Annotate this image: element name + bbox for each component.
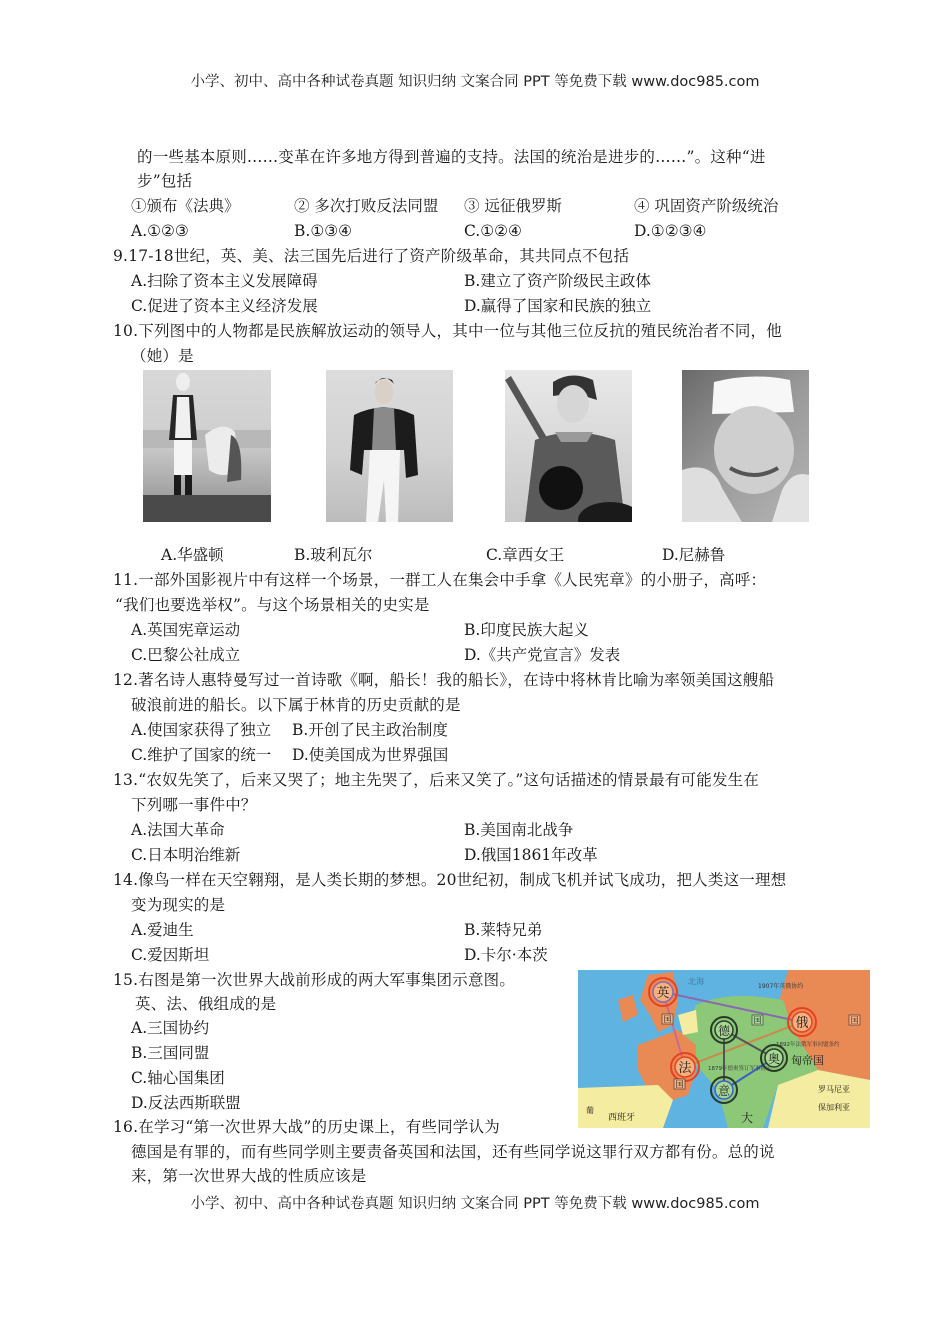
question-11-option-a[interactable]: A.英国宪章运动 xyxy=(131,621,241,639)
question-16-line-2: 德国是有罪的，而有些同学则主要责备英国和法国，还有些同学说这罪行双方都有份。总的说 xyxy=(131,1143,775,1161)
treaty-label-de-at: 1879年德奥签订军事协定 xyxy=(708,1066,772,1072)
svg-text:英: 英 xyxy=(656,986,670,1001)
question-16-line-3: 来，第一次世界大战的性质应该是 xyxy=(131,1167,367,1185)
question-15-option-d[interactable]: D.反法西斯联盟 xyxy=(131,1094,241,1112)
node-france xyxy=(671,1053,699,1081)
question-8-line-1: 的一些基本原则……变革在许多地方得到普遍的支持。法国的统治是进步的……”。这种“进 xyxy=(137,148,766,166)
svg-text:葡: 葡 xyxy=(586,1106,594,1115)
question-8-item-2: ② 多次打败反法同盟 xyxy=(294,197,439,215)
question-13-line-2: 下列哪一事件中？ xyxy=(131,796,257,814)
svg-text:国: 国 xyxy=(663,1015,672,1024)
question-12-line-1: 12.著名诗人惠特曼写过一首诗歌《啊，船长！我的船长》，在诗中将林肯比喻为率领美国这艘船 xyxy=(113,671,775,689)
question-14-line-1: 14.像鸟一样在天空翱翔，是人类长期的梦想。20世纪初，制成飞机并试飞成功，把人类这一理想 xyxy=(113,871,787,889)
question-11-option-b[interactable]: B.印度民族大起义 xyxy=(464,621,589,639)
svg-text:大: 大 xyxy=(741,1111,754,1125)
ww1-alliances-map xyxy=(578,970,870,1128)
node-italy xyxy=(711,1077,737,1103)
question-15-line-2: 英、法、俄组成的是 xyxy=(135,995,277,1013)
node-russia xyxy=(788,1008,816,1036)
node-germany xyxy=(711,1017,737,1043)
svg-text:罗马尼亚: 罗马尼亚 xyxy=(818,1085,850,1094)
svg-text:国: 国 xyxy=(753,1016,762,1025)
question-11-line-2: “我们也要选举权”。与这个场景相关的史实是 xyxy=(115,596,430,614)
question-8-item-3: ③ 远征俄罗斯 xyxy=(464,197,562,215)
question-9-stem: 9.17-18世纪，英、美、法三国先后进行了资产阶级革命，其共同点不包括 xyxy=(113,247,630,265)
question-13-line-1: 13.“农奴先笑了，后来又哭了；地主先哭了，后来又笑了。”这句话描述的情景最有可能发生在 xyxy=(113,771,760,789)
question-10-option-c[interactable]: C.章西女王 xyxy=(486,546,565,564)
question-14-option-a[interactable]: A.爱迪生 xyxy=(131,921,194,939)
svg-text:匈帝国: 匈帝国 xyxy=(791,1054,824,1067)
node-austria xyxy=(761,1045,787,1071)
bolivar-portrait xyxy=(326,370,453,522)
svg-text:俄: 俄 xyxy=(795,1016,809,1031)
node-uk xyxy=(649,978,677,1006)
question-14-line-2: 变为现实的是 xyxy=(131,896,226,914)
question-14-option-b[interactable]: B.莱特兄弟 xyxy=(464,921,543,939)
nehru-portrait xyxy=(682,370,809,522)
question-15-option-b[interactable]: B.三国同盟 xyxy=(131,1044,210,1062)
question-10-option-d[interactable]: D.尼赫鲁 xyxy=(662,546,726,564)
treaty-label-fr-ru: 1892年法俄军事同盟条约 xyxy=(776,1042,840,1048)
question-8-option-c[interactable]: C.①②④ xyxy=(464,222,522,240)
nehru-figure-icon xyxy=(682,370,809,522)
svg-text:北海: 北海 xyxy=(688,977,704,986)
question-13-option-a[interactable]: A.法国大革命 xyxy=(131,821,225,839)
question-8-option-a[interactable]: A.①②③ xyxy=(131,222,189,240)
treaty-label-uk-ru: 1907年英俄协约 xyxy=(758,983,804,990)
washington-portrait xyxy=(143,370,271,522)
washington-figure-icon xyxy=(143,370,271,522)
question-16-line-1: 16.在学习“第一次世界大战”的历史课上，有些同学认为 xyxy=(113,1118,500,1136)
svg-text:意: 意 xyxy=(717,1084,731,1098)
question-15-option-c[interactable]: C.轴心国集团 xyxy=(131,1069,225,1087)
question-10-option-a[interactable]: A.华盛顿 xyxy=(161,546,224,564)
question-15-line-1: 15.右图是第一次世界大战前形成的两大军事集团示意图。 xyxy=(113,971,516,989)
rani-of-jhansi-portrait xyxy=(505,370,632,522)
question-10-option-b[interactable]: B.玻利瓦尔 xyxy=(294,546,373,564)
question-13-option-b[interactable]: B.美国南北战争 xyxy=(464,821,574,839)
question-10-line-2: （她）是 xyxy=(131,347,194,365)
svg-text:保加利亚: 保加利亚 xyxy=(818,1103,850,1112)
question-13-option-c[interactable]: C.日本明治维新 xyxy=(131,846,241,864)
question-14-option-c[interactable]: C.爱因斯坦 xyxy=(131,946,210,964)
europe-map-icon xyxy=(578,970,870,1128)
question-9-option-d[interactable]: D.赢得了国家和民族的独立 xyxy=(464,297,652,315)
svg-text:国: 国 xyxy=(850,1016,859,1025)
question-9-option-b[interactable]: B.建立了资产阶级民主政体 xyxy=(464,272,651,290)
question-8-option-d[interactable]: D.①②③④ xyxy=(634,222,707,240)
question-8-item-4: ④ 巩固资产阶级统治 xyxy=(634,197,779,215)
svg-text:德: 德 xyxy=(717,1024,731,1038)
question-13-option-d[interactable]: D.俄国1861年改革 xyxy=(464,846,598,864)
question-12-option-c[interactable]: C.维护了国家的统一 xyxy=(131,746,272,764)
page-header-banner: 小学、初中、高中各种试卷真题 知识归纳 文案合同 PPT 等免费下载 www.doc985.com xyxy=(190,74,760,90)
question-12-option-a[interactable]: A.使国家获得了独立 xyxy=(131,721,272,739)
question-8-line-2: 步”包括 xyxy=(137,172,193,190)
question-11-option-d[interactable]: D.《共产党宣言》发表 xyxy=(464,646,621,664)
question-15-option-a[interactable]: A.三国协约 xyxy=(131,1019,210,1037)
question-9-option-c[interactable]: C.促进了资本主义经济发展 xyxy=(131,297,318,315)
question-8-item-1: ①颁布《法典》 xyxy=(131,197,240,215)
question-11-option-c[interactable]: C.巴黎公社成立 xyxy=(131,646,241,664)
page-footer-banner: 小学、初中、高中各种试卷真题 知识归纳 文案合同 PPT 等免费下载 www.doc985.com xyxy=(190,1196,760,1212)
question-14-option-d[interactable]: D.卡尔·本茨 xyxy=(464,946,548,964)
svg-text:西班牙: 西班牙 xyxy=(608,1113,636,1123)
question-12-option-b[interactable]: B.开创了民主政治制度 xyxy=(292,721,448,739)
svg-text:法: 法 xyxy=(678,1061,692,1076)
svg-text:奥: 奥 xyxy=(767,1052,781,1066)
svg-text:国: 国 xyxy=(675,1080,684,1089)
question-9-option-a[interactable]: A.扫除了资本主义发展障碍 xyxy=(131,272,318,290)
question-12-line-2: 破浪前进的船长。以下属于林肯的历史贡献的是 xyxy=(131,696,461,714)
bolivar-figure-icon xyxy=(326,370,453,522)
rani-figure-icon xyxy=(505,370,632,522)
question-12-option-d[interactable]: D.使美国成为世界强国 xyxy=(292,746,449,764)
question-8-option-b[interactable]: B.①③④ xyxy=(294,222,353,240)
question-10-line-1: 10.下列图中的人物都是民族解放运动的领导人，其中一位与其他三位反抗的殖民统治者不同，他 xyxy=(113,322,782,340)
question-11-line-1: 11.一部外国影视片中有这样一个场景，一群工人在集会中手拿《人民宪章》的小册子，高呼： xyxy=(113,571,767,589)
